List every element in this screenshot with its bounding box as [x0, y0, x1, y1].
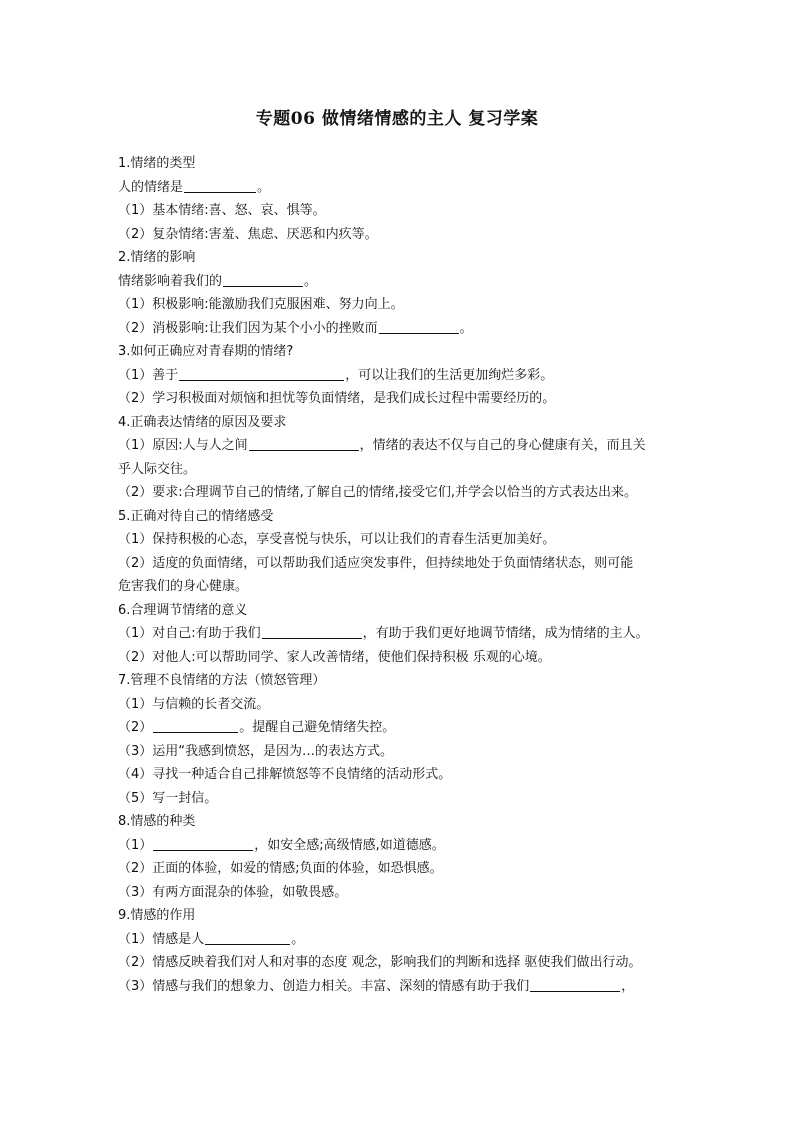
section-heading: 5.正确对待自己的情绪感受	[118, 508, 274, 524]
text-line: （1）情感是人 。	[118, 931, 305, 947]
text-line: （1）善于 ，可以让我们的生活更加绚烂多彩。	[118, 367, 554, 383]
section-heading: 1.情绪的类型	[118, 156, 196, 171]
text-line: （2）学习积极面对烦恼和担忧等负面情绪，是我们成长过程中需要经历的。	[118, 391, 556, 406]
text-line: （1） ，如安全感;高级情感,如道德感。	[118, 837, 445, 853]
section-heading: 8.情感的种类	[118, 814, 196, 829]
text-line: 乎人际交往。	[118, 461, 197, 477]
section-heading: 4.正确表达情绪的原因及要求	[118, 414, 287, 430]
page-title: 专题06 做情绪情感的主人 复习学案	[255, 109, 539, 129]
text-line: （3）情感与我们的想象力、创造力相关。丰富、深刻的情感有助于我们 ，	[118, 978, 635, 994]
section-heading: 9.情感的作用	[118, 908, 196, 923]
fill-blank[interactable]	[262, 624, 362, 639]
text-line: （2）要求:合理调节自己的情绪,了解自己的情绪,接受它们,并学会以恰当的方式表达出来。	[118, 485, 638, 500]
text-line: 情绪影响着我们的 。	[118, 273, 318, 289]
text-line: （3）运用“我感到愤怒，是因为…的表达方式。	[118, 743, 394, 759]
text-line: （4）寻找一种适合自己排解愤怒等不良情绪的活动形式。	[118, 767, 452, 782]
fill-blank[interactable]	[153, 718, 238, 733]
fill-blank[interactable]	[184, 178, 256, 193]
text-line: （2）适度的负面情绪，可以帮助我们适应突发事件，但持续地处于负面情绪状态，则可能	[118, 555, 634, 571]
text-line: （3）有两方面混杂的体验，如敬畏感。	[118, 884, 348, 900]
fill-blank[interactable]	[249, 436, 359, 451]
section-heading: 3.如何正确应对青春期的情绪?	[118, 344, 294, 359]
section-heading: 2.情绪的影响	[118, 250, 196, 265]
text-line: （1）与信赖的长者交流。	[118, 696, 270, 712]
text-line: （1）对自己:有助于我们 ，有助于我们更好地调节情绪，成为情绪的主人。	[118, 626, 649, 641]
text-line: （1）保持积极的心态，享受喜悦与快乐，可以让我们的青春生活更加美好。	[118, 532, 556, 547]
text-line: （1）基本情绪:喜、怒、哀、惧等。	[118, 203, 326, 218]
text-line: （5）写一封信。	[118, 790, 218, 806]
fill-blank[interactable]	[223, 272, 303, 287]
section-heading: 6.合理调节情绪的意义	[118, 602, 248, 618]
text-line: （2）消极影响:让我们因为某个小小的挫败而 。	[118, 320, 473, 336]
text-line: （2）复杂情绪:害羞、焦虑、厌恶和内疚等。	[118, 226, 378, 242]
fill-blank[interactable]	[379, 319, 459, 334]
section-heading: 7.管理不良情绪的方法（愤怒管理）	[118, 673, 326, 688]
fill-blank[interactable]	[205, 930, 290, 945]
fill-blank[interactable]	[179, 366, 344, 381]
document-body	[118, 152, 688, 998]
text-line: 危害我们的身心健康。	[118, 579, 249, 594]
text-line: （1）积极影响:能激励我们克服困难、努力向上。	[118, 297, 404, 312]
text-line: 人的情绪是 。	[118, 179, 271, 195]
text-line: （2） 。提醒自己避免情绪失控。	[118, 720, 396, 735]
fill-blank[interactable]	[530, 977, 620, 992]
text-line: （2）正面的体验，如爱的情感;负面的体验，如恐惧感。	[118, 861, 443, 876]
fill-blank[interactable]	[153, 836, 253, 851]
text-line: （1）原因:人与人之间 ，情绪的表达不仅与自己的身心健康有关，而且关	[118, 438, 646, 453]
text-line: （2）对他人:可以帮助同学、家人改善情绪，使他们保持积极 乐观的心境。	[118, 649, 551, 665]
text-line: （2）情感反映着我们对人和对事的态度 观念，影响我们的判断和选择 驱使我们做出行动。	[118, 955, 642, 970]
